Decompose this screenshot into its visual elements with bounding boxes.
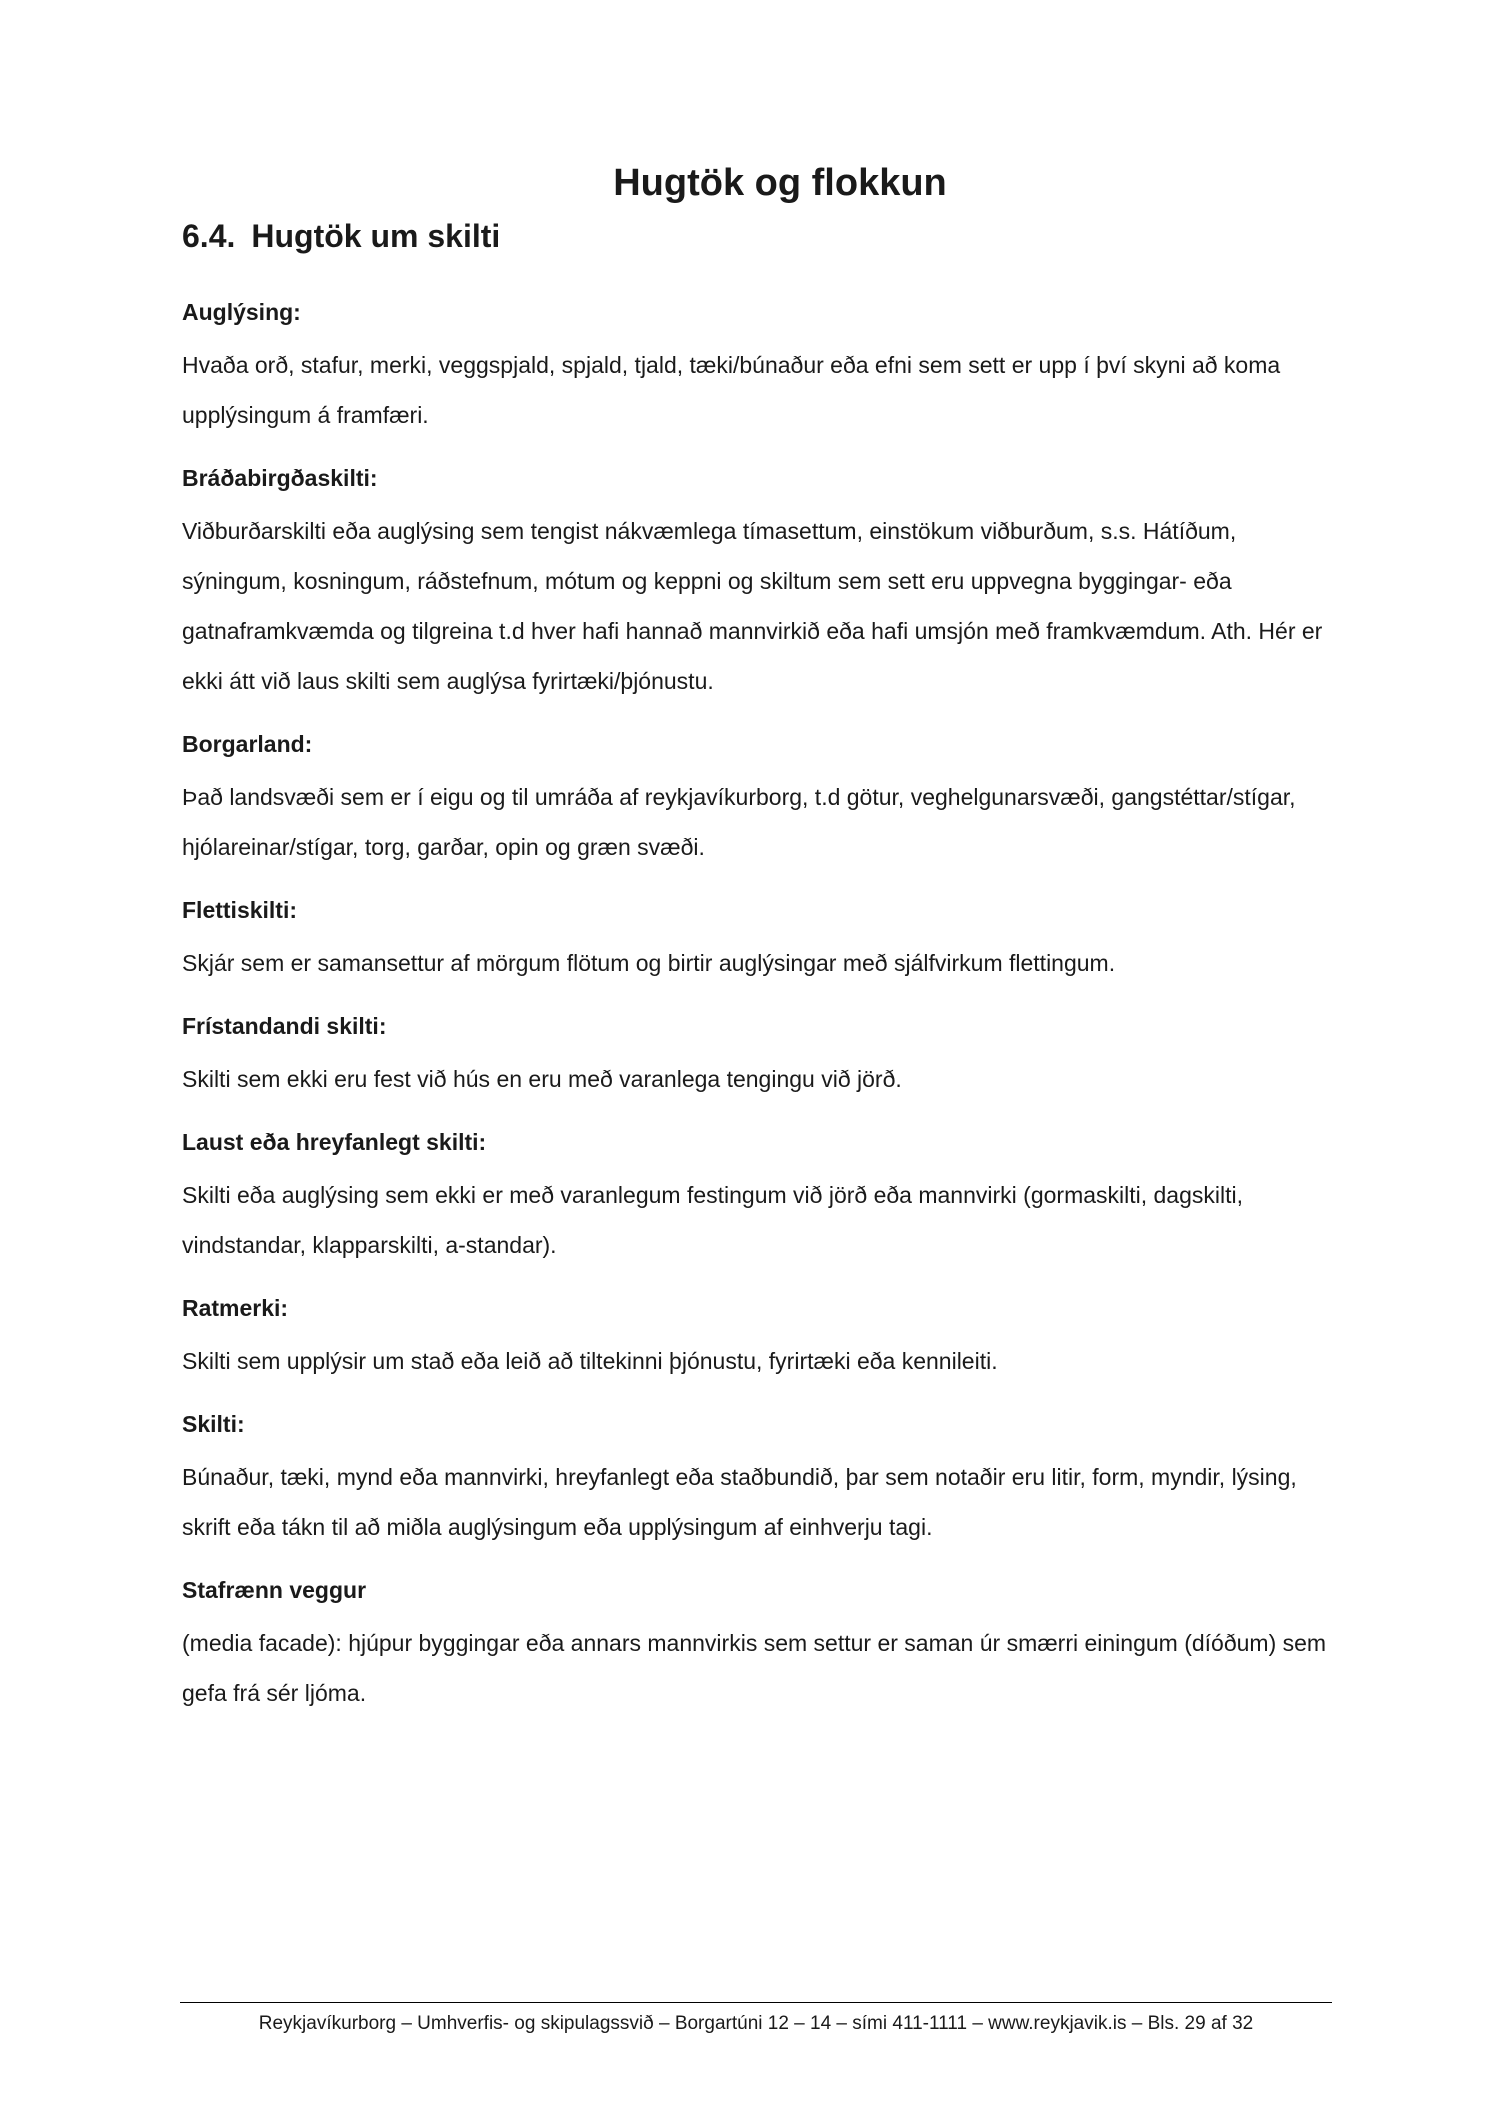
term-name: Flettiskilti:	[182, 897, 298, 923]
page-footer: Reykjavíkurborg – Umhverfis- og skipulagssvið – Borgartúni 12 – 14 – sími 411-1111 – www.reykjavik.is – Bls. 29 af 32	[258, 2013, 1254, 2034]
term-name: Borgarland:	[182, 731, 313, 757]
term-name: Bráðabirgðaskilti:	[182, 465, 378, 491]
term-name: Laust eða hreyfanlegt skilti:	[182, 1129, 487, 1155]
term-definition: Skjár sem er samansettur af mörgum flötum og birtir auglýsingar með sjálfvirkum flettingum.	[182, 950, 1116, 976]
term-definition: Hvaða orð, stafur, merki, veggspjald, spjald, tjald, tæki/búnaður eða efni sem sett er upp í því skyni að koma upplýsingum á framfæri.	[182, 352, 1281, 428]
term-name: Ratmerki:	[182, 1295, 289, 1321]
term-item	[182, 1408, 1332, 1552]
term-definition: Það landsvæði sem er í eigu og til umráða af reykjavíkurborg, t.d götur, veghelgunarsvæði, gangstéttar/stígar, hjólareinar/stígar, torg, garðar, opin og græn svæði.	[182, 784, 1296, 860]
term-definition: Búnaður, tæki, mynd eða mannvirki, hreyfanlegt eða staðbundið, þar sem notaðir eru litir, form, myndir, lýsing, skrift eða tákn til að miðla auglýsingum eða upplýsingum af einhverju tagi.	[182, 1464, 1297, 1540]
term-item	[182, 1292, 1332, 1386]
term-item	[182, 462, 1332, 706]
term-item	[182, 1126, 1332, 1270]
term-definition: Skilti eða auglýsing sem ekki er með varanlegum festingum við jörð eða mannvirki (gormaskilti, dagskilti, vindstandar, klapparskilti, a-standar).	[182, 1182, 1243, 1258]
term-name: Skilti:	[182, 1411, 245, 1437]
section-title	[182, 218, 500, 255]
term-item	[182, 894, 1332, 988]
section-number: 6.4.	[182, 218, 236, 254]
term-item	[182, 1574, 1332, 1718]
term-name: Stafrænn veggur	[182, 1577, 367, 1603]
term-item	[182, 296, 1332, 440]
term-name: Auglýsing:	[182, 299, 301, 325]
footer-divider	[180, 2002, 1332, 2003]
term-name: Frístandandi skilti:	[182, 1013, 387, 1039]
definitions-list	[182, 296, 1332, 1740]
page-header: Hugtök og flokkun	[613, 162, 947, 204]
term-definition: Viðburðarskilti eða auglýsing sem tengist nákvæmlega tímasettum, einstökum viðburðum, s.s. Hátíðum, sýningum, kosningum, ráðstefnum, mótum og keppni og skiltum sem sett eru uppvegna byggingar- eða gatnaframkvæmda og tilgreina t.d hver hafi hannað mannvirkið eða hafi umsjón með framkvæmdum. Ath. Hér er ekki átt við laus skilti sem auglýsa fyrirtæki/þjónustu.	[182, 518, 1323, 694]
section-title-text: Hugtök um skilti	[251, 218, 501, 254]
term-definition: Skilti sem ekki eru fest við hús en eru með varanlega tengingu við jörð.	[182, 1066, 902, 1092]
term-item	[182, 728, 1332, 872]
term-definition: (media facade): hjúpur byggingar eða annars mannvirkis sem settur er saman úr smærri einingum (díóðum) sem gefa frá sér ljóma.	[182, 1630, 1327, 1706]
term-item	[182, 1010, 1332, 1104]
term-definition: Skilti sem upplýsir um stað eða leið að tiltekinni þjónustu, fyrirtæki eða kennileiti.	[182, 1348, 998, 1374]
